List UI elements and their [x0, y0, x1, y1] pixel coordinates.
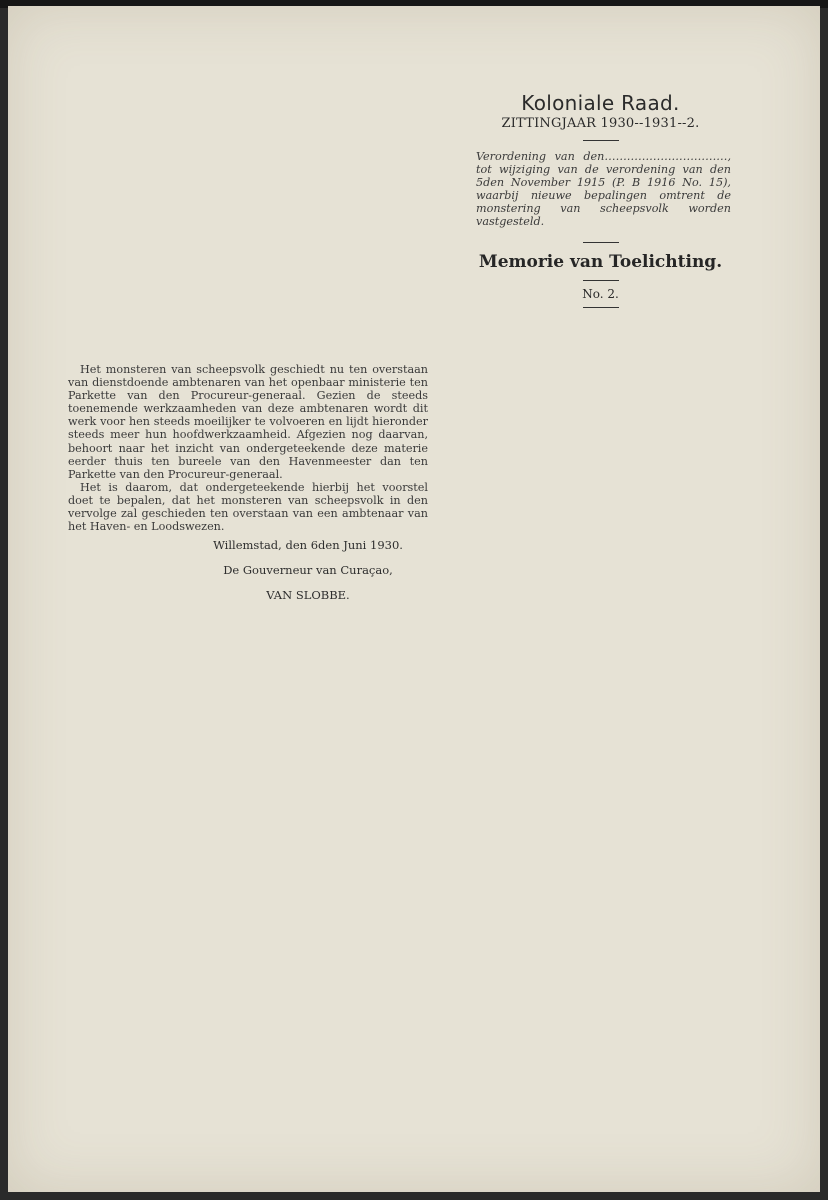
paragraph: Het is daarom, dat ondergeteekende hierbij het voorstel doet te bepalen, dat het monsteren van scheepsvolk in den vervolge zal geschieden ten overstaan van een ambtenaar van het Haven- en Loodswezen.: [68, 480, 428, 534]
paragraph: Het monsteren van scheepsvolk geschiedt nu ten overstaan van dienstdoende ambtenaren van het openbaar ministerie ten Parkette van den Procureur-generaal. Gezien de steeds toenemende werkzaamheden van deze ambtenaren wordt dit werk voor hen steeds moeilijker te volvoeren en lijdt hieronder steeds meer hun hoofdwerkzaamheid. Afgezien nog daarvan, behoort naar het inzicht van ondergeteekende deze materie eerder thuis ten bureele van den Havenmeester dan ten Parkette van den Procureur-generaal.: [68, 363, 428, 481]
document-header: [468, 91, 733, 317]
divider: [583, 307, 619, 308]
session-year: ZITTINGJAAR 1930--1931--2.: [501, 116, 700, 131]
ordinance-description: Verordening van den……………………………, tot wijziging van de verordening van den 5den November 1915 (P. B 1916 No. 15), waarbij nieuwe bepalingen omtrent de monstering van scheepsvolk worden vastgesteld.: [476, 150, 731, 228]
signature-office: De Gouverneur van Curaçao,: [223, 563, 393, 577]
divider: [583, 242, 619, 243]
explanation-body: [68, 363, 428, 533]
document-page: [8, 6, 820, 1192]
document-number: No. 2.: [582, 287, 619, 301]
divider: [583, 280, 619, 281]
divider: [583, 140, 619, 141]
signature-name: VAN SLOBBE.: [266, 588, 350, 602]
council-title: Koloniale Raad.: [521, 91, 680, 115]
memorie-heading: Memorie van Toelichting.: [478, 252, 723, 272]
signature-place-date: Willemstad, den 6den Juni 1930.: [213, 538, 403, 552]
